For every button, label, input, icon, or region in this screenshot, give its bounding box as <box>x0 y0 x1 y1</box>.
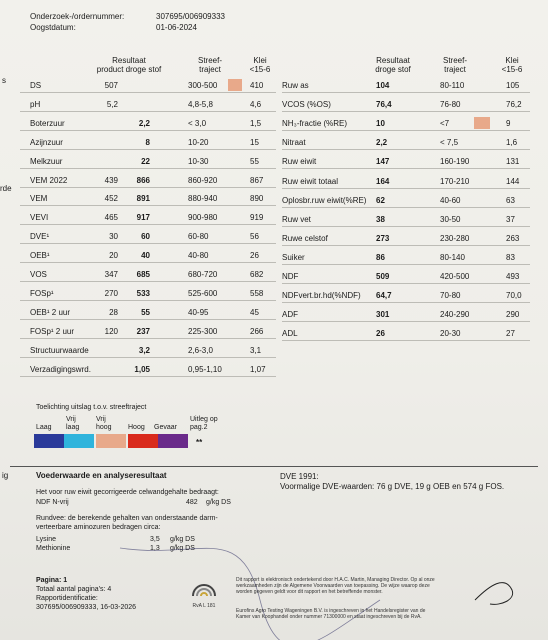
row-product-value: 5,2 <box>106 99 118 109</box>
row-klei: 9 <box>506 119 511 129</box>
row-label: Nitraat <box>282 138 306 148</box>
row-label: ADF <box>282 310 298 320</box>
voeder-line2: Rundvee: de berekende gehalten van onderstaande darm- <box>36 515 218 522</box>
row-target: 900-980 <box>188 213 218 223</box>
row-klei: 558 <box>250 288 264 298</box>
row-label: Boterzuur <box>30 118 65 128</box>
row-ds-value: 76,4 <box>376 100 392 110</box>
row-ds-value: 891 <box>136 194 150 204</box>
row-label: Structuurwaarde <box>30 345 89 355</box>
row-ds-value: 38 <box>376 214 385 224</box>
row-target: 40-95 <box>188 307 209 317</box>
col-header-target: Streef- traject <box>197 56 222 74</box>
methionine-value: 1,3 <box>150 545 160 552</box>
legend-title: Toelichting uitslag t.o.v. streeftraject <box>36 404 147 411</box>
row-label: VOS <box>30 270 47 279</box>
row-ds-value: 917 <box>136 213 150 223</box>
row-label: pH <box>30 99 41 109</box>
row-klei: 55 <box>250 156 259 166</box>
row-label: VCOS (%OS) <box>282 100 331 110</box>
row-label: DS <box>30 81 42 90</box>
row-ds-value: 685 <box>136 270 150 279</box>
row-klei: 144 <box>506 176 520 186</box>
row-ds-value: 3,2 <box>138 345 150 355</box>
row-klei: 70,0 <box>506 291 522 301</box>
lysine-value: 3,5 <box>150 536 160 543</box>
row-target: <7 <box>440 119 450 129</box>
col-header-target-right: Streef- traject <box>442 56 467 74</box>
voeder-line1: Het voor ruw eiwit gecorrigeerde celwandgehalte bedraagt: <box>36 489 219 496</box>
row-ds-value: 2,2 <box>138 118 150 128</box>
row-ds-value: 273 <box>376 233 390 243</box>
margin-mark: rde <box>0 184 12 193</box>
row-ds-value: 64,7 <box>376 291 392 301</box>
lysine-label: Lysine <box>36 536 56 543</box>
row-klei: 105 <box>506 81 520 90</box>
legend-label-hoog: Hoog <box>128 424 145 431</box>
row-klei: 45 <box>250 307 259 317</box>
row-label: DVE¹ <box>30 232 50 242</box>
row-klei: 266 <box>250 326 264 336</box>
row-ds-value: 104 <box>376 81 390 90</box>
row-ds-value: 147 <box>376 157 390 167</box>
row-klei: 15 <box>250 137 259 147</box>
row-klei: 26 <box>250 251 259 261</box>
row-product-value: 20 <box>109 251 118 261</box>
voeder-title: Voederwaarde en analyseresultaat <box>36 471 167 480</box>
col-header-result: Resultaat product droge stof <box>96 56 162 74</box>
row-label: FOSp¹ <box>30 288 54 298</box>
row-target: 680-720 <box>188 270 218 279</box>
row-klei: 3,1 <box>250 345 262 355</box>
row-label: NDF <box>282 272 299 281</box>
row-product-value: 120 <box>104 326 118 336</box>
row-ds-value: 164 <box>376 176 390 186</box>
footer-total-pages: Totaal aantal pagina's: 4 <box>36 586 112 593</box>
date-label: Oogstdatum: <box>30 23 76 32</box>
row-target: 420-500 <box>440 272 470 281</box>
row-klei: 4,6 <box>250 99 262 109</box>
row-target: 160-190 <box>440 157 470 167</box>
row-ds-value: 1,05 <box>134 364 150 374</box>
row-product-value: 30 <box>109 232 118 242</box>
legend-label-vrij-laag: Vrij laag <box>66 416 80 431</box>
row-klei: 263 <box>506 233 520 243</box>
legend-label-uitleg: Uitleg op pag.2 <box>190 416 218 431</box>
row-target: < 7,5 <box>440 138 459 148</box>
row-target: 2,6-3,0 <box>188 345 213 355</box>
date-value: 01-06-2024 <box>156 23 197 32</box>
row-ds-value: 533 <box>136 288 150 298</box>
row-label: Ruw vet <box>282 214 311 224</box>
row-ds-value: 55 <box>141 307 150 317</box>
row-ds-value: 8 <box>145 137 150 147</box>
col-header-klei-right: Klei <15-6 <box>501 56 523 74</box>
row-ds-value: 509 <box>376 272 390 281</box>
row-ds-value: 237 <box>136 326 150 336</box>
row-target: 170-210 <box>440 176 470 186</box>
row-label: VEM <box>30 194 48 204</box>
row-label: Melkzuur <box>30 156 63 166</box>
margin-mark: ig <box>2 471 9 480</box>
row-klei: 37 <box>506 214 515 224</box>
row-target: 880-940 <box>188 194 218 204</box>
row-target: 525-600 <box>188 288 218 298</box>
row-klei: 682 <box>250 270 264 279</box>
row-label: Azijnzuur <box>30 137 63 147</box>
footer-page: Pagina: 1 <box>36 577 68 584</box>
footer-report-label: Rapportidentificatie: <box>36 595 98 602</box>
row-product-value: 439 <box>104 175 118 185</box>
row-label: Oplosbr.ruw eiwit(%RE) <box>282 195 367 205</box>
rva-logo <box>190 578 218 609</box>
row-target: 860-920 <box>188 175 218 185</box>
row-label: NH₃-fractie (%RE) <box>282 119 348 129</box>
footer-disclaimer-1: Dit rapport is elektronisch ondertekend door H.A.C. Martin, Managing Director. Op al onze werkzaamheden zijn de Algemene Voorwaarden van toepassing. De wijze waarop deze worden gegeven geldt voor dit rapport en het betreffende monster. <box>236 577 435 595</box>
row-target: 60-80 <box>188 232 209 242</box>
ndf-value: 482 <box>186 499 198 506</box>
lysine-unit: g/kg DS <box>170 536 195 543</box>
legend-note-mark: ** <box>196 438 203 447</box>
row-klei: 131 <box>506 157 520 167</box>
order-value: 307695/006909333 <box>156 12 225 21</box>
legend-label-vrij-hoog: Vrij hoog <box>96 416 112 431</box>
footer-disclaimer-2: Eurofins Agro Testing Wageningen B.V. is ingeschreven in het Handelsregister van de Kamer van Koophandel onder nummer 71300000 en staat ingeschreven bij de RvA. <box>236 608 426 620</box>
row-klei: 867 <box>250 175 264 185</box>
row-target: 240-290 <box>440 310 470 320</box>
row-label: Verzadigingswrd. <box>30 364 91 374</box>
dve1991-line: Voormalige DVE-waarden: 76 g DVE, 19 g OEB en 574 g FOS. <box>280 482 505 491</box>
row-klei: 493 <box>506 272 520 281</box>
row-klei: 890 <box>250 194 264 204</box>
row-ds-value: 22 <box>141 156 150 166</box>
row-target: 0,95-1,10 <box>188 364 222 374</box>
order-label: Onderzoek-/ordernummer: <box>30 12 125 21</box>
row-product-value: 28 <box>109 307 118 317</box>
col-header-result-right: Resultaat droge stof <box>375 56 411 74</box>
dve1991-title: DVE 1991: <box>280 472 319 481</box>
accreditation-logo-icon <box>190 578 218 598</box>
row-label: OEB¹ 2 uur <box>30 307 71 317</box>
row-product-value: 507 <box>104 81 118 90</box>
row-ds-value: 2,2 <box>376 138 388 148</box>
row-target: 40-80 <box>188 251 209 261</box>
row-ds-value: 301 <box>376 310 390 320</box>
row-target: 230-280 <box>440 233 470 243</box>
row-product-value: 347 <box>104 270 118 279</box>
row-label: Suiker <box>282 252 305 262</box>
footer-report-value: 307695/006909333, 16-03-2026 <box>36 604 137 611</box>
row-klei: 290 <box>506 310 520 320</box>
row-klei: 1,6 <box>506 138 518 148</box>
row-target: 4,8-5,8 <box>188 99 213 109</box>
row-ds-value: 86 <box>376 252 385 262</box>
row-klei: 1,07 <box>250 364 266 374</box>
row-klei: 1,5 <box>250 118 262 128</box>
row-label: Ruw eiwit totaal <box>282 176 339 186</box>
row-target: < 3,0 <box>188 118 207 128</box>
margin-mark: s <box>2 76 6 85</box>
voeder-line3: verteerbare aminozuren bedragen circa: <box>36 524 161 531</box>
row-label: VEVI <box>30 213 49 223</box>
row-target: 10-30 <box>188 156 209 166</box>
row-product-value: 452 <box>104 194 118 204</box>
methionine-label: Methionine <box>36 545 71 552</box>
row-target: 30-50 <box>440 214 461 224</box>
row-label: FOSp¹ 2 uur <box>30 326 75 336</box>
row-ds-value: 60 <box>141 232 150 242</box>
row-target: 80-140 <box>440 252 465 262</box>
row-label: Ruw eiwit <box>282 157 317 167</box>
methionine-unit: g/kg DS <box>170 545 195 552</box>
row-ds-value: 10 <box>376 119 385 129</box>
row-product-value: 465 <box>104 213 118 223</box>
row-klei: 76,2 <box>506 100 522 110</box>
row-label: ADL <box>282 329 298 339</box>
row-target: 20-30 <box>440 329 461 339</box>
ndf-unit: g/kg DS <box>206 499 231 506</box>
row-ds-value: 62 <box>376 195 385 205</box>
row-klei: 410 <box>250 81 264 90</box>
row-ds-value: 26 <box>376 329 385 339</box>
row-klei: 63 <box>506 195 515 205</box>
row-label: OEB¹ <box>30 251 50 261</box>
ndf-label: NDF N-vrij <box>36 499 69 506</box>
row-target: 80-110 <box>440 81 465 90</box>
col-header-klei: Klei <15-6 <box>249 56 271 74</box>
row-klei: 83 <box>506 252 515 262</box>
rva-logo-text: RvA L 181 <box>192 603 216 609</box>
row-target: 40-60 <box>440 195 461 205</box>
row-target: 300-500 <box>188 81 218 90</box>
legend-label-gevaar: Gevaar <box>154 424 177 431</box>
row-label: Ruw as <box>282 81 309 90</box>
row-ds-value: 866 <box>136 175 150 185</box>
row-target: 10-20 <box>188 137 209 147</box>
row-klei: 27 <box>506 329 515 339</box>
row-target: 225-300 <box>188 326 218 336</box>
row-label: Ruwe celstof <box>282 233 328 243</box>
row-product-value: 270 <box>104 288 118 298</box>
row-label: VEM 2022 <box>30 175 68 185</box>
row-klei: 56 <box>250 232 259 242</box>
row-label: NDFvert.br.hd(%NDF) <box>282 291 361 301</box>
row-target: 76-80 <box>440 100 461 110</box>
row-klei: 919 <box>250 213 264 223</box>
row-ds-value: 40 <box>141 251 150 261</box>
legend-label-laag: Laag <box>36 424 52 431</box>
row-target: 70-80 <box>440 291 461 301</box>
